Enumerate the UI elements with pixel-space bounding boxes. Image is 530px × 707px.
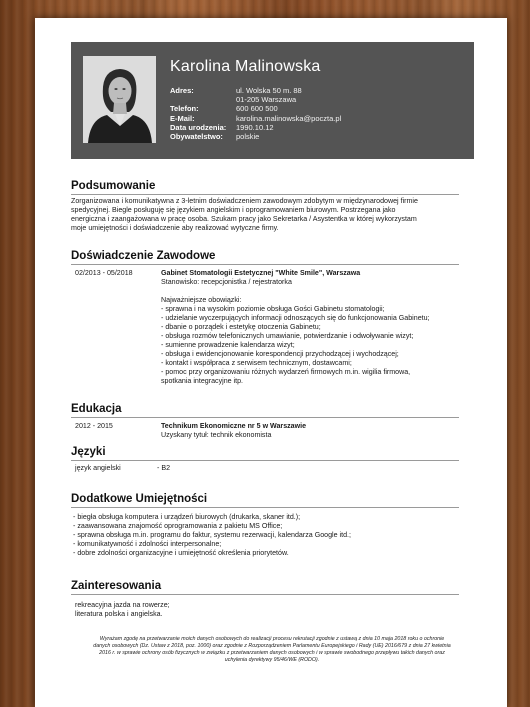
contact-row (170, 114, 341, 123)
contact-row (170, 95, 341, 104)
contact-label: E-Mail: (170, 113, 195, 123)
summary-line: spedycyjnej. Biegle posługuję się językiem angielskim i oprogramowaniem biurowym. Postrzegana jako (71, 206, 396, 214)
school-name: Technikum Ekonomiczne nr 5 w Warszawie (161, 422, 307, 430)
cv-page (35, 18, 507, 707)
contact-label: Telefon: (170, 104, 199, 114)
duty-item: - sprawna i na wysokim poziomie obsługa Gości Gabinetu stomatologii; (161, 305, 385, 313)
duty-item: - obsługa rozmów telefonicznych umawianie, potwierdzanie i odwoływanie wizyt; (161, 332, 414, 340)
summary-text (71, 197, 471, 233)
contact-value: ul. Wolska 50 m. 88 (236, 86, 302, 95)
experience-heading: Doświadczenie Zawodowe (71, 250, 216, 262)
interest-item: literatura polska i angielska. (75, 610, 163, 618)
summary-line: moje umiejętności i doświadczenie aby realizować wytyczne firmy. (71, 224, 279, 232)
duty-item: - kontakt i współpraca z serwisem technicznym, dostawcami; (161, 359, 352, 367)
education-dates: 2012 - 2015 (75, 422, 113, 430)
contact-value: 01-205 Warszawa (236, 95, 297, 105)
interests-list (75, 601, 455, 619)
experience-dates: 02/2013 - 05/2018 (75, 269, 133, 277)
duties-heading: Najważniejsze obowiązki: (161, 296, 242, 304)
duty-item: - sumienne prowadzenie kalendarza wizyt; (161, 341, 295, 349)
summary-line: Zorganizowana i komunikatywna z 3-letnim doświadczeniem zawodowym zdobytym w międzynarodowej firmie (71, 197, 418, 205)
skill-item: - sprawna obsługa m.in. programu do faktur, systemu rezerwacji, kalendarza Google itd.; (73, 531, 351, 539)
contact-value: 600 600 500 (236, 104, 278, 114)
contact-details (170, 86, 341, 141)
duty-item: - pomoc przy organizowaniu różnych wydarzeń firmowych m.in. wigilia firmowa, (161, 368, 411, 376)
contact-label (170, 95, 236, 104)
skills-list (73, 513, 463, 558)
section-divider (71, 194, 459, 195)
section-divider (71, 460, 459, 461)
portrait-image (83, 56, 156, 143)
gdpr-consent-clause: Wyrażam zgodę na przetwarzanie moich danych osobowych do realizacji procesu rekrutacji zgodnie z ustawą z dnia 10 maja 2018 roku o ochronie danych osobowych (Dz. Ustaw z 2018, poz. 1000) oraz zgodnie z Rozporządzeniem Parlamentu Europejskiego i Rady (UE) 2016/679 z dnia 27 kwietnia 2016 r. w sprawie ochrony osób fizycznych w związku z przetwarzaniem danych osobowych i w sprawie swobodnego przepływu takich danych oraz uchylenia dyrektywy 95/46/WE (RODO). (93, 636, 451, 663)
duty-item: - dbanie o porządek i estetykę otoczenia Gabinetu; (161, 323, 321, 331)
section-divider (71, 417, 459, 418)
degree-title: Uzyskany tytuł: technik ekonomista (161, 431, 272, 439)
contact-value: polskie (236, 132, 260, 142)
summary-line: energiczna i zaangażowana w pracę osoba. Szukam pracy jako Sekretarka / Asystentka w której wykorzystam (71, 215, 417, 223)
skill-item: - zaawansowana znajomość oprogramowania z pakietu MS Office; (73, 522, 283, 530)
section-divider (71, 594, 459, 595)
contact-label: Adres: (170, 86, 194, 95)
profile-photo (83, 56, 156, 143)
contact-row (170, 132, 341, 141)
duty-item: spotkania integracyjne itp. (161, 377, 244, 385)
contact-row (170, 123, 341, 132)
employer-name: Gabinet Stomatologii Estetycznej "White Smile", Warszawa (161, 269, 361, 277)
skills-heading: Dodatkowe Umiejętności (71, 493, 208, 505)
section-divider (71, 507, 459, 508)
contact-value: karolina.malinowska@poczta.pl (236, 113, 342, 123)
language-level: - B2 (157, 464, 171, 472)
skill-item: - komunikatywność i zdolności interpersonalne; (73, 540, 222, 548)
duty-item: - obsługa i ewidencjonowanie korespondencji przychodzącej i wychodzącej; (161, 350, 399, 358)
interests-heading: Zainteresowania (71, 580, 162, 592)
education-details (161, 422, 461, 440)
contact-row (170, 86, 341, 95)
interest-item: rekreacyjna jazda na rowerze; (75, 601, 170, 609)
job-position: Stanowisko: recepcjonistka / rejestratorka (161, 278, 292, 286)
contact-row (170, 104, 341, 113)
contact-label: Data urodzenia: (170, 122, 227, 132)
skill-item: - dobre zdolności organizacyjne i umiejętność określenia priorytetów. (73, 549, 289, 557)
summary-heading: Podsumowanie (71, 180, 156, 192)
education-heading: Edukacja (71, 403, 122, 415)
skill-item: - biegła obsługa komputera i urządzeń biurowych (drukarka, skaner itd.); (73, 513, 301, 521)
duty-item: - udzielanie wyczerpujących informacji odnoszących się do funkcjonowania Gabinetu; (161, 314, 430, 322)
section-divider (71, 264, 459, 265)
experience-details (161, 269, 461, 386)
cv-header (71, 42, 474, 159)
language-name: język angielski (75, 464, 121, 472)
contact-value: 1990.10.12 (236, 122, 274, 132)
contact-label: Obywatelstwo: (170, 132, 223, 142)
candidate-name: Karolina Malinowska (170, 58, 321, 75)
languages-heading: Języki (71, 446, 106, 458)
